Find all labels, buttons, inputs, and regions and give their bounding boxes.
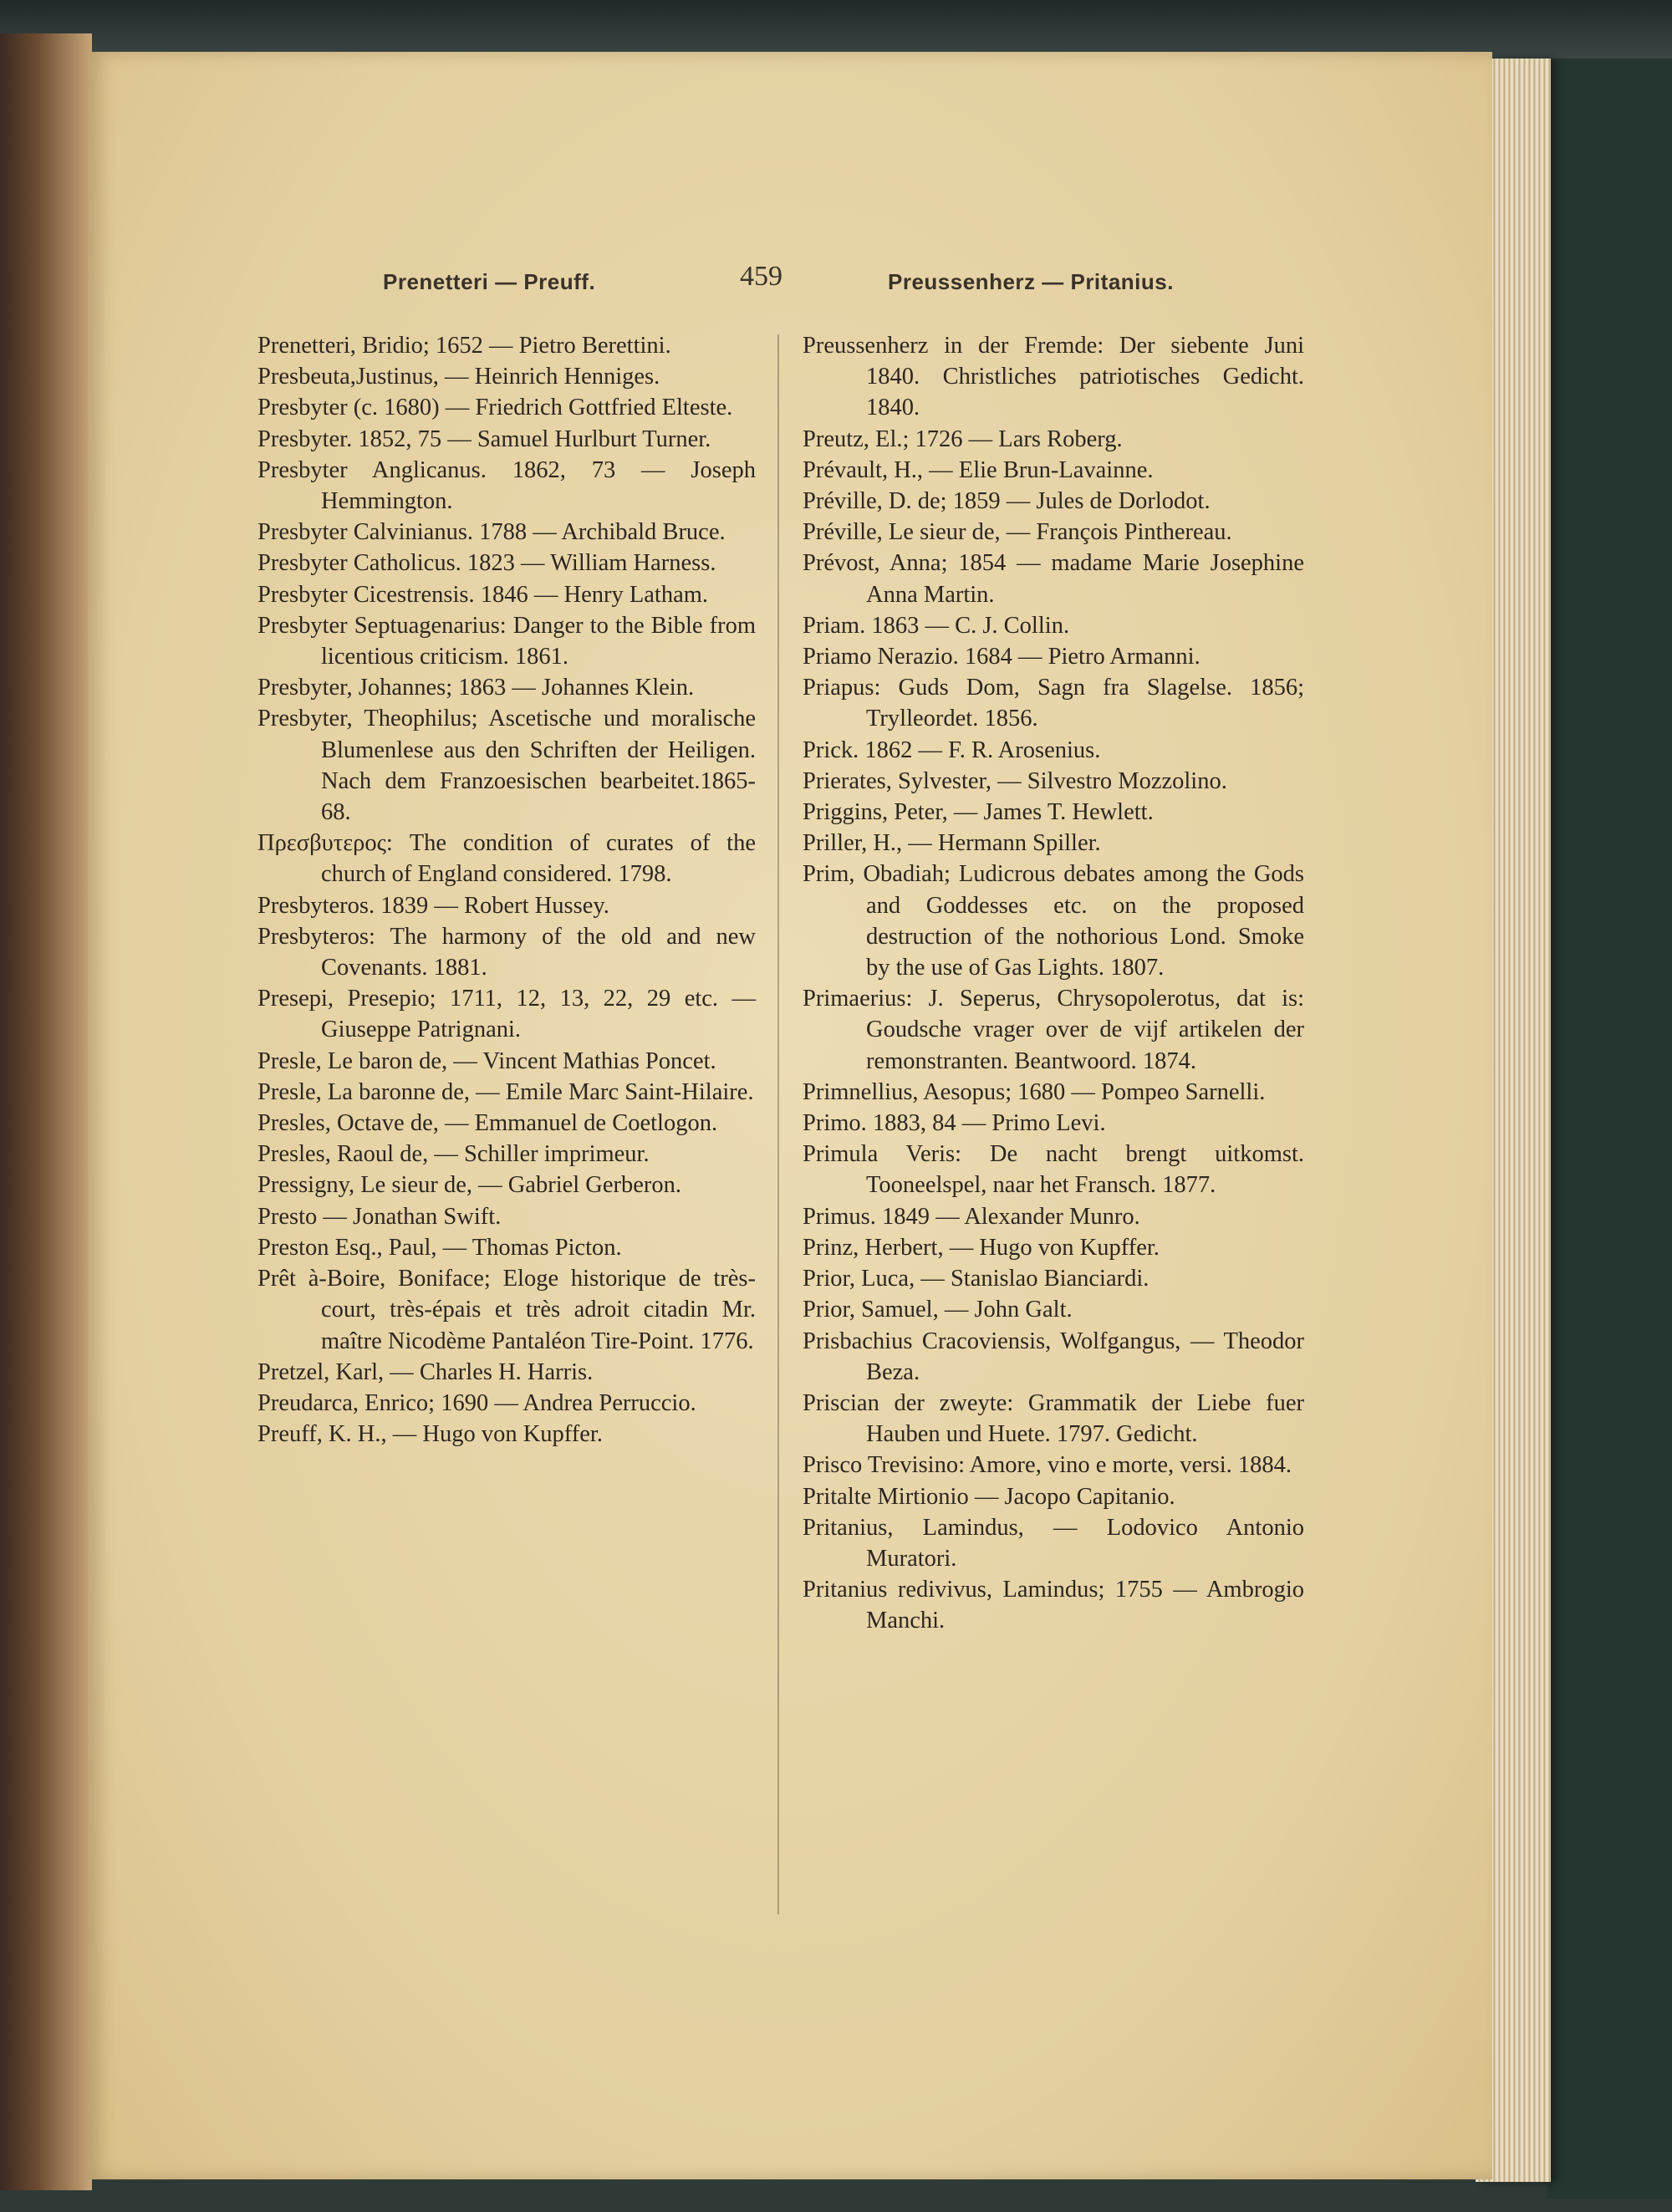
index-entry: Πρεσβυτερος: The condition of curates of the church of England considered. 1798. [257, 830, 756, 888]
index-entry: Presbyter Cicestrensis. 1846 — Henry Latham. [257, 581, 709, 608]
index-entry: Primaerius: J. Seperus, Chrysopolerotus, dat is: Goudsche vrager over de vijf artikelen der remonstranten. Beantwoord. 1874. [803, 986, 1304, 1074]
running-head-left: Prenetteri — Preuff. [383, 269, 596, 294]
index-entry: Priggins, Peter, — James T. Hewlett. [803, 799, 1154, 826]
page-number: 459 [740, 261, 782, 292]
index-entry: Presbyter Calvinianus. 1788 — Archibald Bruce. [257, 519, 726, 546]
index-entry: Prévost, Anna; 1854 — madame Marie Josephine Anna Martin. [803, 550, 1304, 608]
index-entry: Presbyter. 1852, 75 — Samuel Hurlburt Turner. [257, 426, 711, 452]
index-entry: Presbyter (c. 1680) — Friedrich Gottfried Elteste. [257, 395, 733, 421]
index-entry: Prierates, Sylvester, — Silvestro Mozzolino. [803, 767, 1227, 794]
index-entry: Prior, Luca, — Stanislao Bianciardi. [803, 1266, 1150, 1292]
index-entry: Presto — Jonathan Swift. [257, 1203, 502, 1230]
index-entry: Prêt à-Boire, Boniface; Eloge historique de très-court, très-épais et très adroit citadin Mr. maître Nicodème Pantaléon Tire-Point. 1776. [257, 1266, 756, 1354]
index-entry: Presbyter, Johannes; 1863 — Johannes Klein. [257, 675, 695, 701]
running-head-right: Preussenherz — Pritanius. [888, 269, 1174, 294]
index-entry: Prick. 1862 — F. R. Arosenius. [803, 736, 1101, 763]
index-entry: Presbyter, Theophilus; Ascetische und moralische Blumenlese aus den Schriften der Heiligen. Nach dem Franzoesischen bearbeitet.1865-68. [257, 706, 756, 826]
index-entry: Presles, Raoul de, — Schiller imprimeur. [257, 1141, 650, 1168]
index-entry: Pretzel, Karl, — Charles H. Harris. [257, 1358, 594, 1385]
index-entry: Primo. 1883, 84 — Primo Levi. [803, 1110, 1106, 1137]
index-entry: Presbyter Catholicus. 1823 — William Harness. [257, 550, 716, 577]
book-spine-edge [0, 33, 92, 2190]
index-entry: Preutz, El.; 1726 — Lars Roberg. [803, 426, 1123, 452]
column-divider [777, 334, 779, 1914]
index-entry: Pritanius redivivus, Lamindus; 1755 — Ambrogio Manchi. [803, 1577, 1304, 1634]
index-entry: Prisbachius Cracoviensis, Wolfgangus, — Theodor Beza. [803, 1328, 1304, 1385]
index-entry: Presbyteros: The harmony of the old and new Covenants. 1881. [257, 923, 756, 981]
index-entry: Preudarca, Enrico; 1690 — Andrea Perruccio. [257, 1389, 696, 1416]
index-entry: Pressigny, Le sieur de, — Gabriel Gerberon. [257, 1172, 682, 1199]
index-entry: Prinz, Herbert, — Hugo von Kupffer. [803, 1234, 1160, 1261]
index-entry: Primula Veris: De nacht brengt uitkomst. Tooneelspel, naar het Fransch. 1877. [803, 1141, 1304, 1199]
index-entry: Preuff, K. H., — Hugo von Kupffer. [257, 1421, 603, 1448]
index-entry: Prenetteri, Bridio; 1652 — Pietro Berettini. [257, 333, 671, 359]
index-entry: Preston Esq., Paul, — Thomas Picton. [257, 1234, 622, 1261]
index-entry: Prisco Trevisino: Amore, vino e morte, versi. 1884. [803, 1452, 1292, 1479]
index-entry: Priam. 1863 — C. J. Collin. [803, 612, 1070, 639]
index-entry: Priller, H., — Hermann Spiller. [803, 830, 1101, 857]
index-entry: Priamo Nerazio. 1684 — Pietro Armanni. [803, 644, 1200, 670]
book-cover-top [0, 0, 1672, 59]
index-entry: Priscian der zweyte: Grammatik der Liebe fuer Hauben und Huete. 1797. Gedicht. [803, 1389, 1304, 1448]
index-entry: Presepi, Presepio; 1711, 12, 13, 22, 29 etc. — Giuseppe Patrignani. [257, 986, 756, 1043]
index-entry: Prévault, H., — Elie Brun-Lavainne. [803, 456, 1154, 483]
index-entry: Préville, D. de; 1859 — Jules de Dorlodot. [803, 488, 1211, 515]
index-entry: Prior, Samuel, — John Galt. [803, 1297, 1073, 1323]
index-entry: Presle, La baronne de, — Emile Marc Saint-Hilaire. [257, 1078, 754, 1105]
index-entry: Primus. 1849 — Alexander Munro. [803, 1203, 1140, 1230]
index-entry: Presbeuta,Justinus, — Heinrich Henniges. [257, 364, 660, 390]
index-entry: Préville, Le sieur de, — François Pinthereau. [803, 519, 1232, 546]
index-entry: Priapus: Guds Dom, Sagn fra Slagelse. 1856; Trylleordet. 1856. [803, 675, 1304, 732]
index-entry: Preussenherz in der Fremde: Der siebente Juni 1840. Christliches patriotisches Gedicht. 1840. [803, 333, 1304, 421]
index-entry: Presbyter Anglicanus. 1862, 73 — Joseph Hemmington. [257, 456, 756, 515]
right-column [803, 330, 1304, 1637]
left-column [257, 330, 756, 1450]
index-entry: Presbyter Septuagenarius: Danger to the Bible from licentious criticism. 1861. [257, 612, 756, 670]
book-back-cover [1547, 59, 1672, 2199]
index-entry: Presbyteros. 1839 — Robert Hussey. [257, 892, 609, 919]
index-entry: Pritalte Mirtionio — Jacopo Capitanio. [803, 1483, 1175, 1510]
index-entry: Primnellius, Aesopus; 1680 — Pompeo Sarnelli. [803, 1078, 1266, 1105]
index-entry: Pritanius, Lamindus, — Lodovico Antonio Muratori. [803, 1514, 1304, 1572]
index-entry: Presles, Octave de, — Emmanuel de Coetlogon. [257, 1110, 718, 1137]
index-entry: Presle, Le baron de, — Vincent Mathias Poncet. [257, 1047, 716, 1074]
index-entry: Prim, Obadiah; Ludicrous debates among the Gods and Goddesses etc. on the proposed destruction of the nothorious Lond. Smoke by the use of Gas Lights. 1807. [803, 861, 1304, 981]
